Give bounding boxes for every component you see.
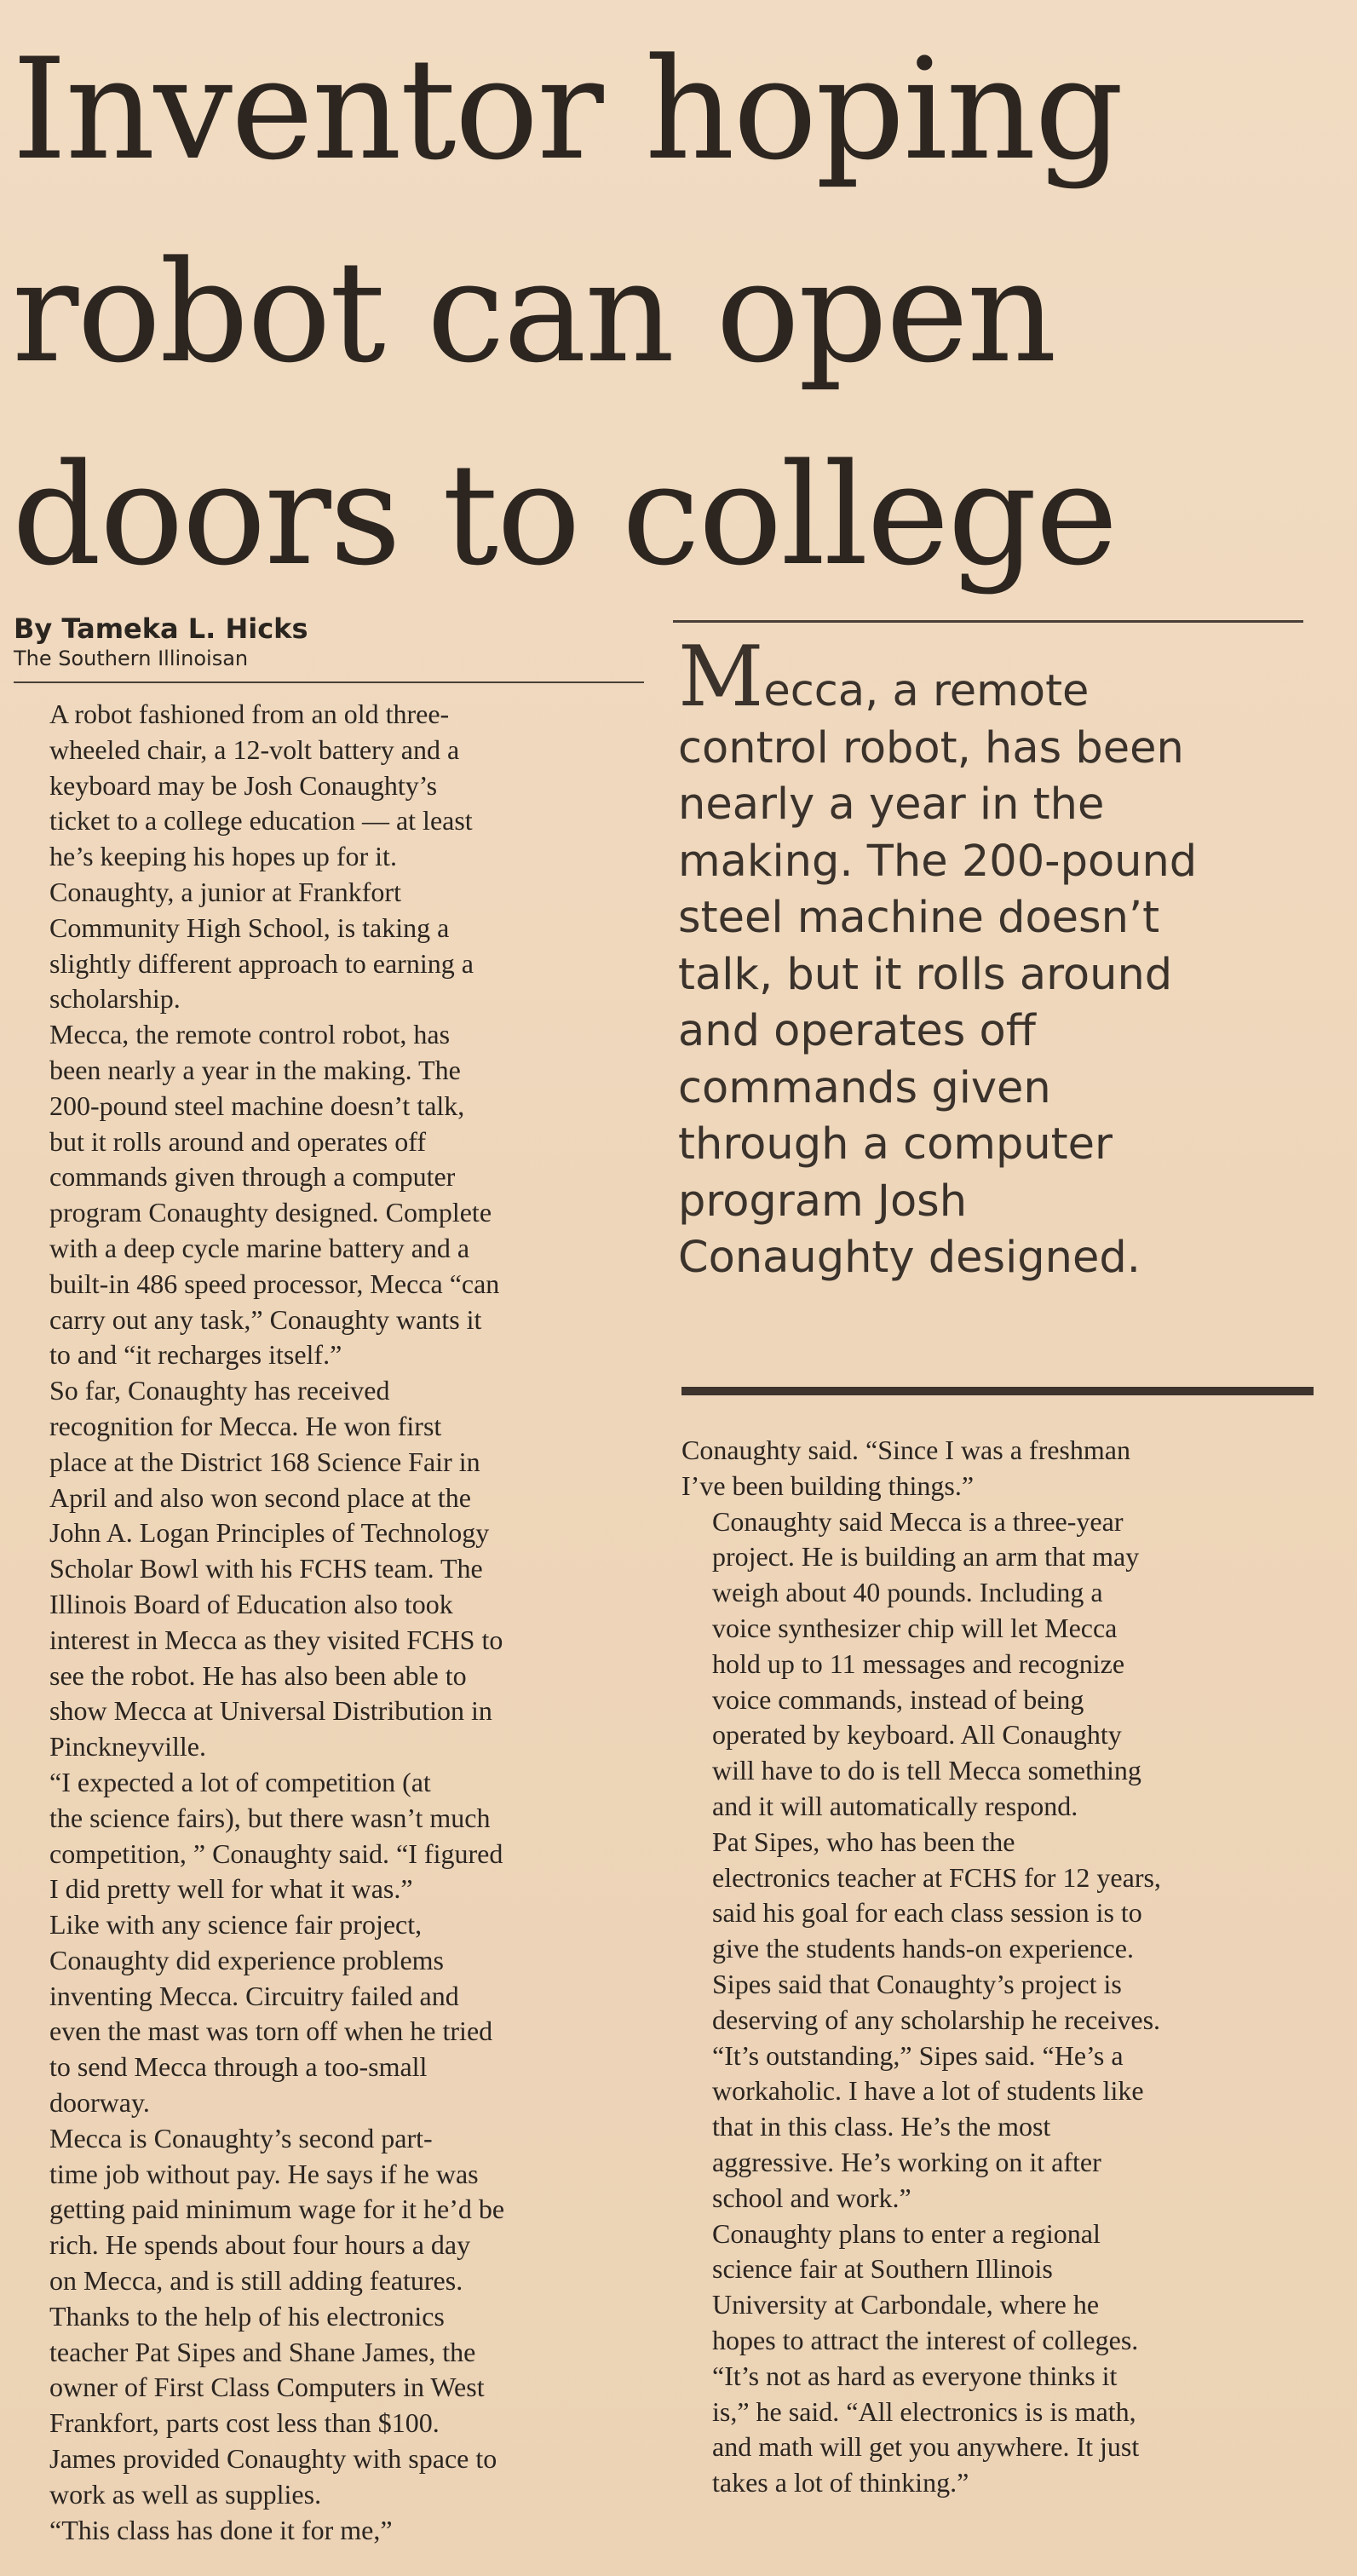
- pull-quote: [678, 629, 1325, 1287]
- text-line: Pinckneyville.: [49, 1731, 206, 1762]
- text-line: interest in Mecca as they visited FCHS to: [49, 1624, 503, 1655]
- headline-line: robot can open: [12, 231, 1055, 394]
- text-line: Conaughty said. “Since I was a freshman: [681, 1435, 1130, 1465]
- pullquote-line: control robot, has been: [678, 722, 1184, 773]
- text-line: aggressive. He’s working on it after: [712, 2146, 1101, 2177]
- headline-line: Inventor hoping: [12, 28, 1123, 191]
- text-line: the science fairs), but there wasn’t much: [49, 1802, 491, 1833]
- text-line: getting paid minimum wage for it he’d be: [49, 2194, 505, 2225]
- text-line: April and also won second place at the: [49, 1481, 471, 1513]
- text-line: teacher Pat Sipes and Shane James, the: [49, 2336, 476, 2367]
- text-line: owner of First Class Computers in West: [49, 2372, 485, 2403]
- text-line: weigh about 40 pounds. Including a: [712, 1577, 1103, 1608]
- text-line: recognition for Mecca. He won first: [49, 1410, 442, 1441]
- article-paragraph: [681, 2217, 1337, 2359]
- text-line: show Mecca at Universal Distribution in: [49, 1695, 492, 1727]
- text-line: to send Mecca through a too-small: [49, 2051, 428, 2083]
- text-line: place at the District 168 Science Fair in: [49, 1446, 480, 1477]
- text-line: Conaughty plans to enter a regional: [712, 2217, 1101, 2249]
- pullquote-top-rule: [673, 620, 1303, 623]
- headline: [12, 9, 1341, 617]
- text-line: takes a lot of thinking.”: [712, 2467, 969, 2498]
- text-line: work as well as supplies.: [49, 2478, 322, 2510]
- article-paragraph: [19, 697, 666, 875]
- text-line: science fair at Southern Illinois: [712, 2253, 1053, 2285]
- pullquote-line: nearly a year in the: [678, 779, 1105, 830]
- text-line: Mecca is Conaughty’s second part-: [49, 2122, 433, 2153]
- article-paragraph: [19, 1765, 666, 1907]
- byline-divider: [14, 681, 644, 683]
- text-line: Conaughty did experience problems: [49, 1944, 444, 1975]
- text-line: Illinois Board of Education also took: [49, 1588, 453, 1619]
- text-line: he’s keeping his hopes up for it.: [49, 841, 397, 872]
- text-line: that in this class. He’s the most: [712, 2111, 1051, 2142]
- pullquote-bottom-rule: [681, 1387, 1314, 1395]
- text-line: I did pretty well for what it was.”: [49, 1873, 413, 1905]
- text-line: but it rolls around and operates off: [49, 1125, 426, 1157]
- text-line: voice commands, instead of being: [712, 1683, 1084, 1715]
- text-line: keyboard may be Josh Conaughty’s: [49, 769, 438, 801]
- article-body-left-column: [19, 697, 666, 2548]
- pullquote-line: [678, 629, 1325, 726]
- article-paragraph: [681, 1504, 1337, 1825]
- article-paragraph: [681, 2038, 1337, 2217]
- pullquote-text: ecca, a remote: [763, 666, 1090, 716]
- text-line: hold up to 11 messages and recognize: [712, 1647, 1125, 1679]
- text-line: give the students hands-on experience.: [712, 1933, 1134, 1964]
- article-paragraph: [19, 2299, 666, 2513]
- text-line: hopes to attract the interest of colleges.: [712, 2324, 1139, 2355]
- article-paragraph: [19, 1907, 666, 2121]
- pullquote-line: commands given: [678, 1062, 1051, 1113]
- text-line: competition, ” Conaughty said. “I figured: [49, 1837, 503, 1869]
- text-line: and math will get you anywhere. It just: [712, 2431, 1140, 2463]
- text-line: see the robot. He has also been able to: [49, 1659, 467, 1691]
- text-line: time job without pay. He says if he was: [49, 2158, 479, 2189]
- text-line: with a deep cycle marine battery and a: [49, 1232, 470, 1263]
- text-line: school and work.”: [712, 2182, 911, 2213]
- pullquote-line: making. The 200-pound: [678, 836, 1198, 887]
- text-line: Conaughty said Mecca is a three-year: [712, 1505, 1124, 1537]
- article-body-right-column: [681, 1433, 1337, 2501]
- publication-name: The Southern Illinoisan: [14, 647, 249, 670]
- text-line: electronics teacher at FCHS for 12 years,: [712, 1861, 1161, 1893]
- text-line: project. He is building an arm that may: [712, 1541, 1140, 1573]
- headline-line: doors to college: [12, 434, 1117, 596]
- text-line: even the mast was torn off when he tried: [49, 2015, 493, 2047]
- text-line: Pat Sipes, who has been the: [712, 1826, 1015, 1857]
- pullquote-line: program Josh: [678, 1176, 968, 1227]
- text-line: on Mecca, and is still adding features.: [49, 2265, 463, 2297]
- text-line: Mecca, the remote control robot, has: [49, 1019, 451, 1050]
- text-line: to and “it recharges itself.”: [49, 1339, 342, 1371]
- text-line: “It’s not as hard as everyone thinks it: [712, 2360, 1118, 2391]
- drop-cap: M: [678, 629, 764, 726]
- text-line: wheeled chair, a 12-volt battery and a: [49, 733, 460, 765]
- pullquote-line: Conaughty designed.: [678, 1233, 1141, 1283]
- article-paragraph: [19, 2513, 666, 2549]
- text-line: Scholar Bowl with his FCHS team. The: [49, 1553, 483, 1584]
- pullquote-line: through a computer: [678, 1119, 1113, 1170]
- article-paragraph: [19, 1017, 666, 1373]
- text-line: workaholic. I have a lot of students like: [712, 2075, 1144, 2107]
- text-line: doorway.: [49, 2087, 150, 2119]
- article-paragraph: [19, 1373, 666, 1765]
- text-line: A robot fashioned from an old three-: [49, 699, 450, 729]
- text-line: John A. Logan Principles of Technology: [49, 1517, 490, 1549]
- text-line: inventing Mecca. Circuitry failed and: [49, 1980, 459, 2011]
- text-line: voice synthesizer chip will let Mecca: [712, 1612, 1118, 1643]
- text-line: said his goal for each class session is to: [712, 1897, 1142, 1929]
- text-line: “This class has done it for me,”: [49, 2514, 393, 2545]
- text-line: Frankfort, parts cost less than $100.: [49, 2407, 440, 2439]
- text-line: “I expected a lot of competition (at: [49, 1766, 431, 1797]
- text-line: is,” he said. “All electronics is is math,: [712, 2395, 1136, 2427]
- article-paragraph: [681, 2359, 1337, 2501]
- author-name: By Tameka L. Hicks: [14, 612, 308, 645]
- article-paragraph: [19, 875, 666, 1017]
- text-line: Thanks to the help of his electronics: [49, 2300, 445, 2332]
- article-paragraph: [19, 2121, 666, 2299]
- text-line: 200-pound steel machine doesn’t talk,: [49, 1090, 465, 1121]
- pullquote-line: and operates off: [678, 1006, 1036, 1056]
- text-line: commands given through a computer: [49, 1161, 456, 1193]
- text-line: Community High School, is taking a: [49, 911, 450, 943]
- text-line: University at Carbondale, where he: [712, 2289, 1100, 2320]
- text-line: ticket to a college education — at least: [49, 805, 473, 837]
- text-line: rich. He spends about four hours a day: [49, 2229, 471, 2261]
- text-line: Like with any science fair project,: [49, 1909, 423, 1941]
- pullquote-line: talk, but it rolls around: [678, 949, 1173, 1000]
- pullquote-line: steel machine doesn’t: [678, 893, 1160, 943]
- article-paragraph: [681, 1433, 1337, 1504]
- text-line: been nearly a year in the making. The: [49, 1054, 461, 1085]
- text-line: I’ve been building things.”: [681, 1469, 975, 1501]
- text-line: Sipes said that Conaughty’s project is: [712, 1968, 1122, 1999]
- text-line: program Conaughty designed. Complete: [49, 1197, 492, 1228]
- text-line: “It’s outstanding,” Sipes said. “He’s a: [712, 2039, 1124, 2071]
- text-line: operated by keyboard. All Conaughty: [712, 1719, 1122, 1751]
- text-line: James provided Conaughty with space to: [49, 2443, 497, 2475]
- text-line: Conaughty, a junior at Frankfort: [49, 876, 401, 907]
- text-line: deserving of any scholarship he receives.: [712, 2004, 1161, 2035]
- text-line: scholarship.: [49, 983, 181, 1015]
- text-line: carry out any task,” Conaughty wants it: [49, 1303, 482, 1335]
- text-line: built-in 486 speed processor, Mecca “can: [49, 1268, 500, 1299]
- article-paragraph: [681, 1825, 1337, 2038]
- text-line: So far, Conaughty has received: [49, 1375, 390, 1406]
- text-line: and it will automatically respond.: [712, 1790, 1078, 1821]
- text-line: will have to do is tell Mecca something: [712, 1755, 1141, 1786]
- byline: [14, 612, 644, 671]
- text-line: slightly different approach to earning a: [49, 947, 474, 979]
